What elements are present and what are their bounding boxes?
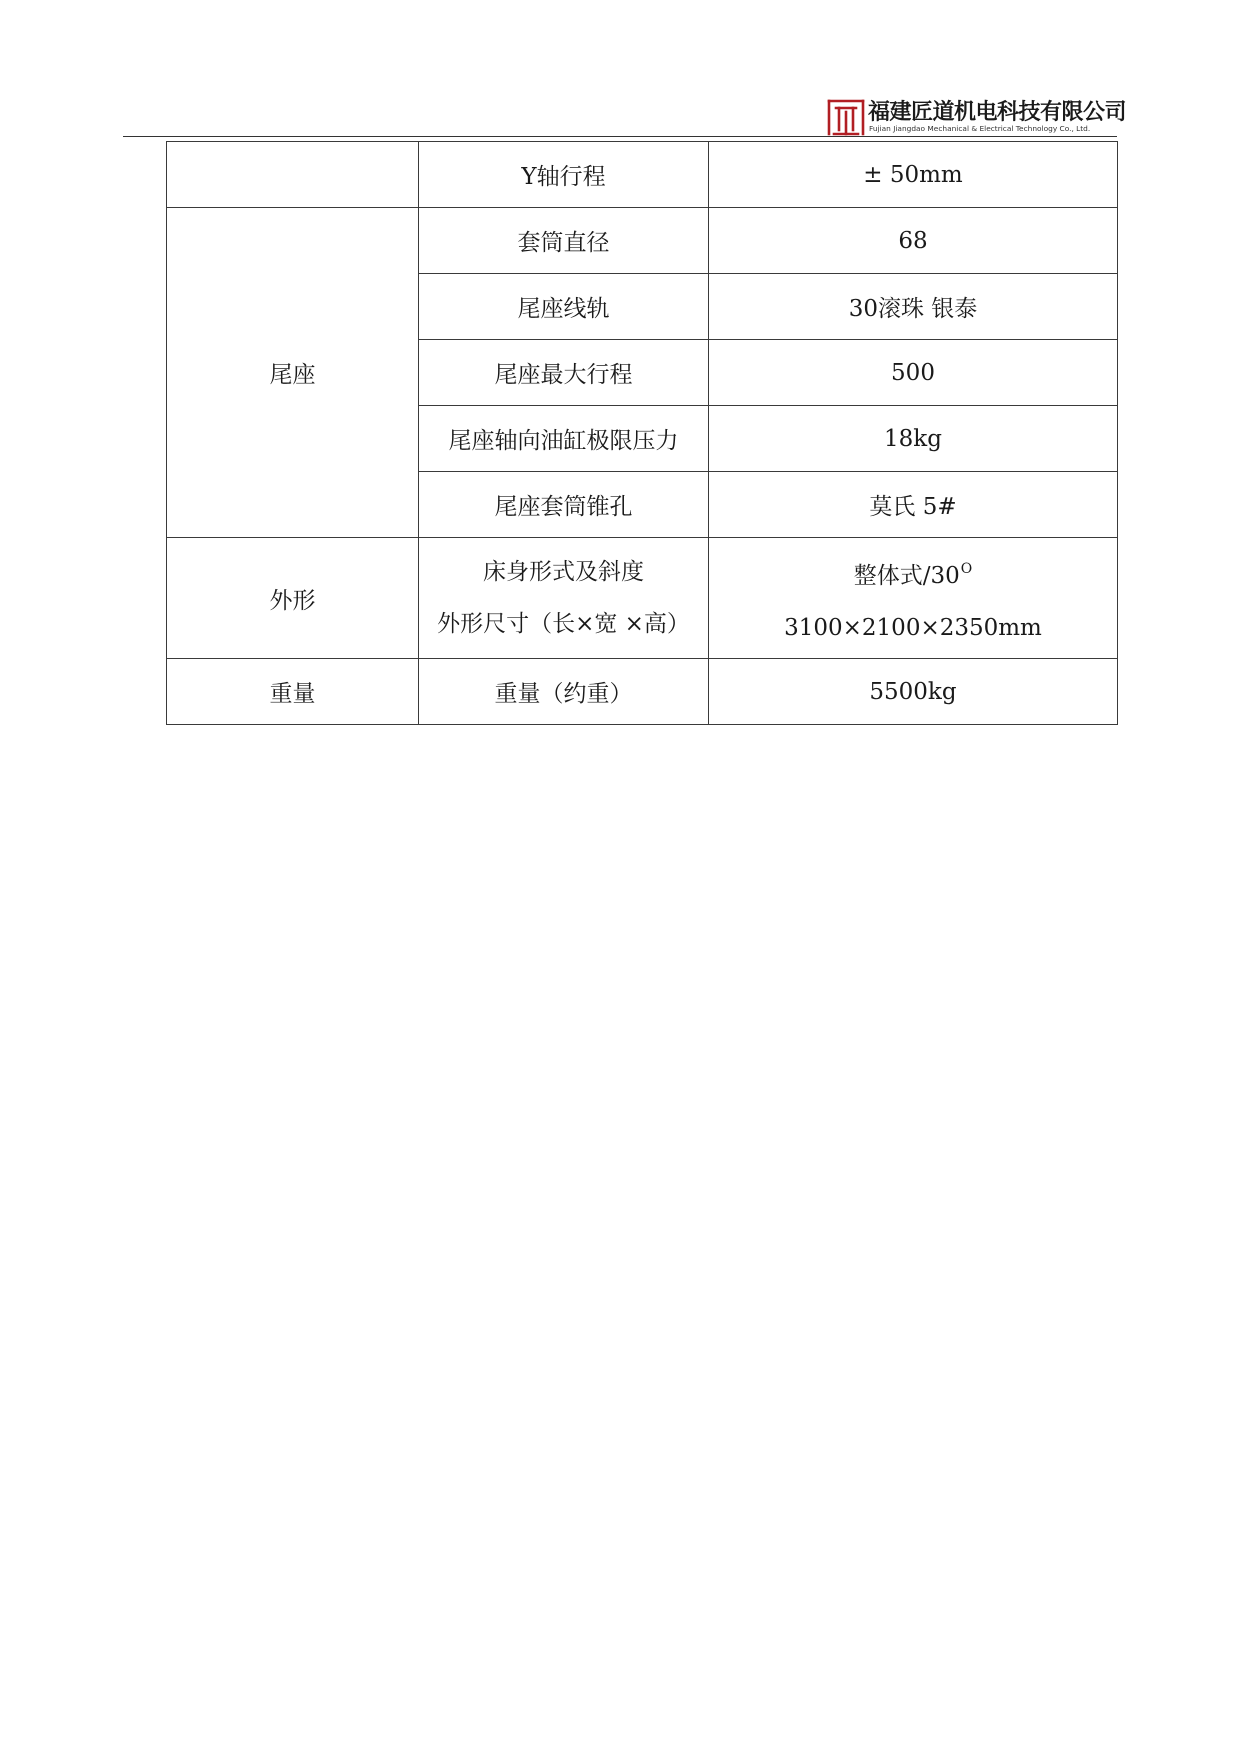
item-cell: 尾座套筒锥孔: [419, 472, 709, 538]
item-cell: 套筒直径: [419, 208, 709, 274]
page-header: [0, 0, 1240, 140]
category-cell: [167, 142, 419, 208]
value-cell: 68: [709, 208, 1118, 274]
table-row: [167, 142, 1118, 208]
item-cell: [419, 538, 709, 659]
value-cell: 500: [709, 340, 1118, 406]
value-cell: ± 50mm: [709, 142, 1118, 208]
item-line: 外形尺寸（长×宽 ×高）: [437, 611, 690, 637]
item-cell: 尾座最大行程: [419, 340, 709, 406]
table-row: [167, 659, 1118, 725]
category-cell: 外形: [167, 538, 419, 659]
value-cell: 莫氏 5#: [709, 472, 1118, 538]
item-cell: 重量（约重）: [419, 659, 709, 725]
bed-type-value: 整体式/30: [853, 562, 960, 589]
value-cell: 5500kg: [709, 659, 1118, 725]
item-cell: 尾座线轨: [419, 274, 709, 340]
header-divider: [123, 136, 1117, 137]
item-cell: 尾座轴向油缸极限压力: [419, 406, 709, 472]
value-line: [713, 544, 1113, 601]
jiangdao-logo-icon: [826, 97, 866, 137]
table-row: [167, 538, 1118, 659]
value-cell: 30滚珠 银泰: [709, 274, 1118, 340]
value-cell: 18kg: [709, 406, 1118, 472]
category-cell: 尾座: [167, 208, 419, 538]
table-row: [167, 208, 1118, 274]
company-name-en: Fujian Jiangdao Mechanical & Electrical Technology Co., Ltd.: [869, 124, 1091, 133]
item-cell: Y轴行程: [419, 142, 709, 208]
value-line: 3100×2100×2350mm: [784, 614, 1042, 641]
degree-mark: O: [960, 560, 973, 577]
value-cell: [709, 538, 1118, 659]
category-cell: 重量: [167, 659, 419, 725]
spec-table: [166, 141, 1118, 725]
item-line: 床身形式及斜度: [483, 559, 644, 585]
company-name-cn: 福建匠道机电科技有限公司: [868, 100, 1127, 125]
